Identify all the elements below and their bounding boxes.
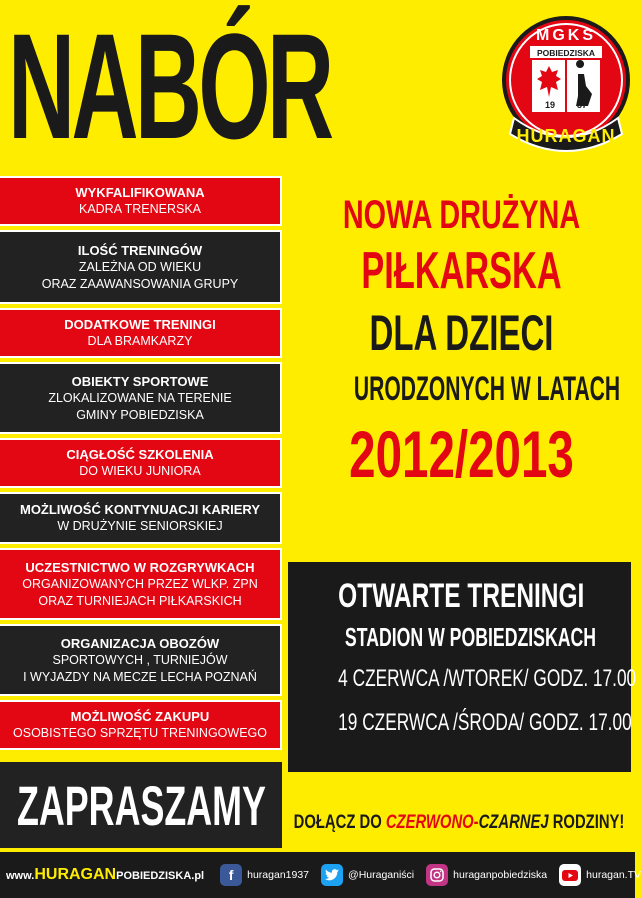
feature-description: I WYJAZDY NA MECZE LECHA POZNAŃ [23, 669, 257, 684]
feature-description: ZALEŻNA OD WIEKU [78, 259, 202, 274]
logo-year-right: 37 [576, 100, 588, 110]
join-dash: - [473, 812, 479, 833]
feature-description: DO WIEKU JUNIORA [79, 464, 201, 478]
site-suffix: POBIEDZISKA.pl [116, 870, 205, 882]
feature-description: KADRA TRENERSKA [78, 202, 202, 216]
social-label: huraganpobiedziska [453, 869, 548, 881]
feature-item [0, 176, 282, 226]
join-part-1: DOŁĄCZ DO [293, 812, 386, 833]
feature-description: ORAZ ZAAWANSOWANIA GRUPY [41, 276, 239, 291]
feature-item [0, 230, 282, 304]
social-instagram[interactable] [426, 864, 547, 886]
join-part-4: RODZINY! [548, 812, 624, 833]
social-label: huragan1937 [247, 869, 310, 881]
feature-description: GMINY POBIEDZISKA [76, 407, 204, 422]
social-facebook[interactable] [220, 864, 309, 886]
facebook-icon: f [220, 864, 242, 886]
join-slogan [286, 805, 631, 841]
feature-title: MOŻLIWOŚĆ KONTYNUACJI KARIERY [19, 502, 261, 517]
feature-description: OSOBISTEGO SPRZĘTU TRENINGOWEGO [13, 726, 267, 740]
feature-item [0, 492, 282, 544]
info-line-new-team: NOWA DRUŻYNA [342, 193, 581, 237]
website-link[interactable] [6, 866, 204, 884]
feature-item [0, 624, 282, 696]
headline: NABÓR [8, 2, 331, 170]
instagram-icon [426, 864, 448, 886]
social-twitter[interactable] [321, 864, 414, 886]
footer [0, 852, 641, 898]
social-youtube[interactable] [559, 864, 641, 886]
twitter-icon [321, 864, 343, 886]
info-line-for-children: DLA DZIECI [369, 305, 554, 361]
youtube-icon [559, 864, 581, 886]
feature-title: UCZESTNICTWO W ROZGRYWKACH [25, 559, 255, 575]
club-logo [502, 6, 630, 166]
feature-description: W DRUŻYNIE SENIORSKIEJ [57, 519, 223, 533]
training-location: STADION W POBIEDZISKACH [344, 622, 597, 652]
site-brand: HURAGAN [34, 866, 117, 883]
feature-title: DODATKOWE TRENINGI [64, 317, 216, 332]
feature-description: SPORTOWYCH , TURNIEJÓW [52, 652, 228, 667]
invite-banner [0, 762, 282, 848]
open-training-box [288, 562, 637, 772]
join-part-red: CZERWONO [385, 812, 474, 833]
feature-title: CIĄGŁOŚĆ SZKOLENIA [66, 447, 214, 462]
info-line-born-in: URODZONYCH W LATACH [353, 370, 621, 408]
training-date-2: 19 CZERWCA /ŚRODA/ GODZ. 17.00 [338, 709, 632, 736]
logo-year-left: 19 [544, 100, 556, 110]
logo-top-text: MGKS [536, 27, 596, 44]
training-date-1: 4 CZERWCA /WTOREK/ GODZ. 17.00 [338, 665, 637, 692]
info-line-football: PIŁKARSKA [361, 242, 562, 300]
feature-description: ZLOKALIZOWANE NA TERENIE [48, 390, 232, 405]
feature-description: ORGANIZOWANYCH PRZEZ WLKP. ZPN [22, 576, 258, 591]
site-prefix: www. [6, 870, 35, 882]
feature-description: ORAZ TURNIEJACH PIŁKARSKICH [38, 593, 242, 608]
feature-title: WYKFALIFIKOWANA [75, 185, 205, 200]
join-part-black: CZARNEJ [478, 812, 549, 833]
social-label: @Huraganiści [348, 869, 415, 881]
logo-banner: POBIEDZISKA [536, 48, 596, 58]
feature-item [0, 438, 282, 488]
feature-item [0, 700, 282, 750]
birth-years: 2012/2013 [349, 417, 574, 491]
feature-title: ILOŚĆ TRENINGÓW [77, 242, 203, 258]
training-title: OTWARTE TRENINGI [338, 577, 585, 615]
feature-title: OBIEKTY SPORTOWE [71, 373, 209, 389]
feature-item [0, 548, 282, 620]
logo-bottom-text: HURAGAN [516, 126, 616, 146]
feature-list [0, 176, 282, 754]
feature-title: ORGANIZACJA OBOZÓW [60, 635, 220, 651]
feature-item [0, 308, 282, 358]
feature-title: MOŻLIWOŚĆ ZAKUPU [70, 709, 210, 724]
social-label: huragan.TV [586, 869, 641, 881]
feature-item [0, 362, 282, 434]
invite-text: ZAPRASZAMY [16, 773, 266, 837]
team-info [288, 178, 635, 544]
feature-description: DLA BRAMKARZY [87, 334, 193, 348]
